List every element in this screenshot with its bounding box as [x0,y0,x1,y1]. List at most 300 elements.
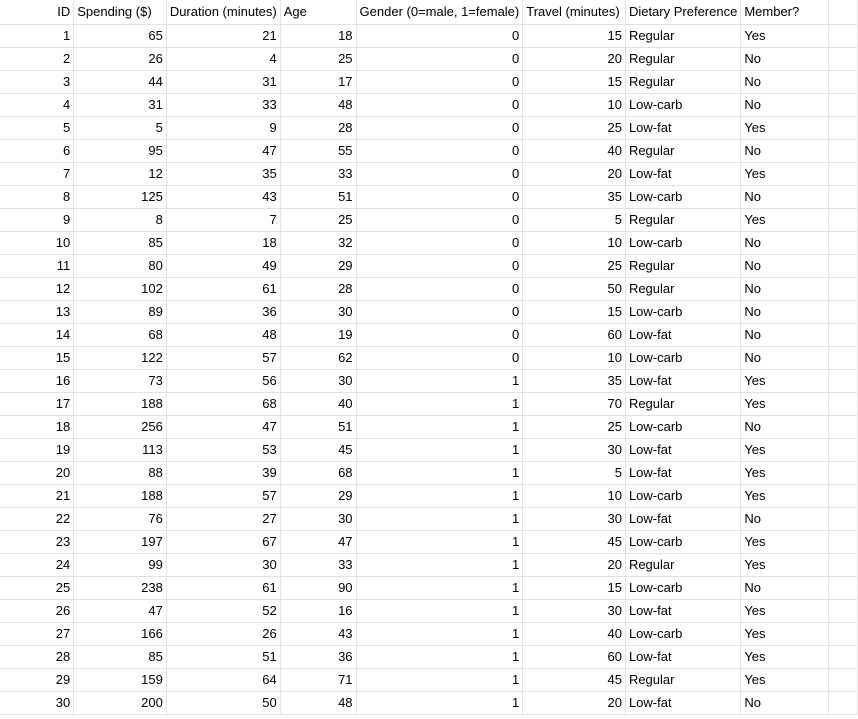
cell-duration[interactable]: 52 [166,600,280,623]
empty-cell[interactable] [828,94,857,117]
cell-travel[interactable]: 30 [523,439,626,462]
empty-cell[interactable] [828,163,857,186]
cell-spending[interactable]: 200 [74,692,167,715]
table-row [0,669,858,692]
cell-member[interactable]: No [741,232,828,255]
cell-id[interactable]: 14 [0,324,74,347]
empty-cell[interactable] [828,669,857,692]
cell-travel[interactable]: 15 [523,25,626,48]
cell-id[interactable]: 25 [0,577,74,600]
cell-age[interactable]: 32 [280,232,356,255]
cell-member[interactable]: Yes [741,117,828,140]
table-row [0,600,858,623]
cell-dietary-preference[interactable]: Low-fat [625,462,740,485]
cell-member[interactable]: No [741,48,828,71]
cell-travel[interactable]: 45 [523,531,626,554]
cell-duration[interactable]: 57 [166,347,280,370]
cell-dietary-preference[interactable]: Low-carb [625,623,740,646]
cell-member[interactable]: No [741,186,828,209]
cell-spending[interactable]: 80 [74,255,167,278]
cell-member[interactable]: No [741,324,828,347]
header-id[interactable]: ID [0,0,74,25]
cell-age[interactable]: 62 [280,347,356,370]
cell-gender[interactable]: 1 [356,577,523,600]
cell-spending[interactable]: 238 [74,577,167,600]
cell-dietary-preference[interactable]: Low-fat [625,646,740,669]
empty-cell[interactable] [828,439,857,462]
cell-spending[interactable]: 44 [74,71,167,94]
cell-travel[interactable]: 35 [523,186,626,209]
cell-travel[interactable]: 10 [523,232,626,255]
cell-age[interactable]: 17 [280,71,356,94]
empty-cell[interactable] [828,209,857,232]
cell-duration[interactable]: 7 [166,209,280,232]
cell-travel[interactable]: 45 [523,669,626,692]
cell-spending[interactable]: 76 [74,508,167,531]
cell-member[interactable]: No [741,508,828,531]
cell-travel[interactable]: 30 [523,508,626,531]
cell-gender[interactable]: 1 [356,508,523,531]
cell-duration[interactable]: 47 [166,140,280,163]
empty-cell[interactable] [828,71,857,94]
cell-spending[interactable]: 88 [74,462,167,485]
cell-member[interactable]: Yes [741,669,828,692]
cell-member[interactable]: Yes [741,623,828,646]
cell-gender[interactable]: 0 [356,347,523,370]
cell-gender[interactable]: 1 [356,370,523,393]
table-row [0,485,858,508]
cell-travel[interactable]: 20 [523,554,626,577]
cell-id[interactable]: 10 [0,232,74,255]
cell-spending[interactable]: 85 [74,232,167,255]
empty-cell[interactable] [828,232,857,255]
cell-duration[interactable]: 64 [166,669,280,692]
cell-gender[interactable]: 1 [356,646,523,669]
cell-id[interactable]: 5 [0,117,74,140]
cell-gender[interactable]: 0 [356,255,523,278]
cell-gender[interactable]: 0 [356,278,523,301]
cell-gender[interactable]: 0 [356,232,523,255]
empty-cell[interactable] [828,531,857,554]
cell-age[interactable]: 33 [280,163,356,186]
cell-spending[interactable]: 47 [74,600,167,623]
empty-cell[interactable] [828,278,857,301]
cell-travel[interactable]: 25 [523,117,626,140]
cell-member[interactable]: No [741,278,828,301]
cell-dietary-preference[interactable]: Low-carb [625,301,740,324]
table-row [0,163,858,186]
cell-travel[interactable]: 15 [523,71,626,94]
cell-dietary-preference[interactable]: Regular [625,209,740,232]
cell-age[interactable]: 47 [280,531,356,554]
empty-cell[interactable] [828,577,857,600]
cell-gender[interactable]: 1 [356,462,523,485]
cell-duration[interactable]: 31 [166,71,280,94]
cell-dietary-preference[interactable]: Low-fat [625,692,740,715]
table-row [0,646,858,669]
cell-spending[interactable]: 26 [74,48,167,71]
cell-id[interactable]: 7 [0,163,74,186]
table-row [0,232,858,255]
cell-duration[interactable]: 61 [166,278,280,301]
cell-age[interactable]: 28 [280,278,356,301]
header-travel[interactable]: Travel (minutes) [523,0,626,25]
cell-duration[interactable]: 68 [166,393,280,416]
cell-age[interactable]: 51 [280,416,356,439]
cell-age[interactable]: 48 [280,692,356,715]
cell-dietary-preference[interactable]: Regular [625,278,740,301]
cell-travel[interactable]: 30 [523,600,626,623]
cell-id[interactable]: 11 [0,255,74,278]
cell-travel[interactable]: 25 [523,416,626,439]
empty-cell[interactable] [828,0,857,25]
table-row [0,186,858,209]
empty-cell[interactable] [828,692,857,715]
cell-age[interactable]: 30 [280,508,356,531]
table-row [0,439,858,462]
cell-travel[interactable]: 20 [523,48,626,71]
cell-member[interactable]: Yes [741,554,828,577]
cell-gender[interactable]: 1 [356,439,523,462]
cell-travel[interactable]: 50 [523,278,626,301]
cell-travel[interactable]: 10 [523,347,626,370]
cell-duration[interactable]: 30 [166,554,280,577]
cell-dietary-preference[interactable]: Low-carb [625,531,740,554]
cell-dietary-preference[interactable]: Regular [625,25,740,48]
cell-duration[interactable]: 48 [166,324,280,347]
table-row [0,117,858,140]
cell-travel[interactable]: 5 [523,462,626,485]
cell-dietary-preference[interactable]: Low-carb [625,232,740,255]
cell-spending[interactable]: 65 [74,25,167,48]
cell-duration[interactable]: 57 [166,485,280,508]
cell-duration[interactable]: 47 [166,416,280,439]
cell-duration[interactable]: 9 [166,117,280,140]
cell-travel[interactable]: 40 [523,140,626,163]
cell-travel[interactable]: 60 [523,646,626,669]
cell-dietary-preference[interactable]: Low-carb [625,416,740,439]
table-row [0,25,858,48]
cell-member[interactable]: No [741,347,828,370]
cell-member[interactable]: Yes [741,600,828,623]
empty-cell[interactable] [828,25,857,48]
header-spending[interactable]: Spending ($) [74,0,167,25]
header-dietary-preference[interactable]: Dietary Preference [625,0,740,25]
cell-id[interactable]: 12 [0,278,74,301]
cell-duration[interactable]: 39 [166,462,280,485]
empty-cell[interactable] [828,554,857,577]
cell-dietary-preference[interactable]: Low-fat [625,370,740,393]
table-row [0,255,858,278]
cell-spending[interactable]: 31 [74,94,167,117]
cell-id[interactable]: 30 [0,692,74,715]
cell-travel[interactable]: 60 [523,324,626,347]
cell-member[interactable]: No [741,140,828,163]
empty-cell[interactable] [828,117,857,140]
cell-dietary-preference[interactable]: Regular [625,554,740,577]
table-row [0,209,858,232]
table-row [0,531,858,554]
cell-id[interactable]: 8 [0,186,74,209]
cell-dietary-preference[interactable]: Low-carb [625,186,740,209]
cell-member[interactable]: No [741,577,828,600]
cell-age[interactable]: 55 [280,140,356,163]
cell-age[interactable]: 33 [280,554,356,577]
empty-cell[interactable] [828,623,857,646]
cell-gender[interactable]: 1 [356,692,523,715]
cell-age[interactable]: 36 [280,646,356,669]
cell-duration[interactable]: 43 [166,186,280,209]
cell-spending[interactable]: 122 [74,347,167,370]
cell-gender[interactable]: 1 [356,623,523,646]
cell-duration[interactable]: 50 [166,692,280,715]
table-row [0,347,858,370]
cell-age[interactable]: 16 [280,600,356,623]
cell-dietary-preference[interactable]: Low-carb [625,485,740,508]
cell-travel[interactable]: 10 [523,94,626,117]
cell-duration[interactable]: 26 [166,623,280,646]
cell-member[interactable]: No [741,255,828,278]
cell-dietary-preference[interactable]: Low-fat [625,163,740,186]
cell-travel[interactable]: 40 [523,623,626,646]
cell-member[interactable]: Yes [741,485,828,508]
empty-cell[interactable] [828,347,857,370]
cell-age[interactable]: 90 [280,577,356,600]
cell-age[interactable]: 51 [280,186,356,209]
cell-travel[interactable]: 70 [523,393,626,416]
cell-gender[interactable]: 0 [356,140,523,163]
table-row [0,623,858,646]
empty-cell[interactable] [828,48,857,71]
cell-duration[interactable]: 51 [166,646,280,669]
cell-gender[interactable]: 0 [356,163,523,186]
cell-gender[interactable]: 1 [356,669,523,692]
cell-member[interactable]: Yes [741,646,828,669]
cell-gender[interactable]: 0 [356,94,523,117]
cell-dietary-preference[interactable]: Regular [625,140,740,163]
cell-member[interactable]: Yes [741,462,828,485]
cell-dietary-preference[interactable]: Low-fat [625,508,740,531]
cell-dietary-preference[interactable]: Regular [625,393,740,416]
empty-cell[interactable] [828,462,857,485]
cell-gender[interactable]: 0 [356,71,523,94]
empty-cell[interactable] [828,140,857,163]
cell-member[interactable]: No [741,416,828,439]
cell-spending[interactable]: 166 [74,623,167,646]
cell-spending[interactable]: 99 [74,554,167,577]
cell-spending[interactable]: 73 [74,370,167,393]
cell-id[interactable]: 26 [0,600,74,623]
cell-gender[interactable]: 1 [356,554,523,577]
table-row [0,370,858,393]
cell-duration[interactable]: 4 [166,48,280,71]
cell-spending[interactable]: 8 [74,209,167,232]
cell-member[interactable]: No [741,94,828,117]
cell-id[interactable]: 4 [0,94,74,117]
empty-cell[interactable] [828,416,857,439]
cell-spending[interactable]: 159 [74,669,167,692]
cell-dietary-preference[interactable]: Low-fat [625,439,740,462]
cell-gender[interactable]: 0 [356,301,523,324]
cell-age[interactable]: 40 [280,393,356,416]
cell-spending[interactable]: 85 [74,646,167,669]
cell-gender[interactable]: 0 [356,48,523,71]
cell-duration[interactable]: 27 [166,508,280,531]
cell-id[interactable]: 24 [0,554,74,577]
empty-cell[interactable] [828,370,857,393]
empty-cell[interactable] [828,393,857,416]
cell-gender[interactable]: 1 [356,416,523,439]
empty-cell[interactable] [828,646,857,669]
cell-duration[interactable]: 67 [166,531,280,554]
cell-age[interactable]: 30 [280,301,356,324]
cell-age[interactable]: 25 [280,48,356,71]
cell-dietary-preference[interactable]: Low-carb [625,577,740,600]
cell-gender[interactable]: 0 [356,25,523,48]
cell-dietary-preference[interactable]: Low-fat [625,324,740,347]
cell-age[interactable]: 71 [280,669,356,692]
cell-duration[interactable]: 53 [166,439,280,462]
empty-cell[interactable] [828,485,857,508]
cell-travel[interactable]: 15 [523,301,626,324]
cell-id[interactable]: 28 [0,646,74,669]
cell-age[interactable]: 43 [280,623,356,646]
cell-duration[interactable]: 56 [166,370,280,393]
cell-id[interactable]: 15 [0,347,74,370]
table-row [0,48,858,71]
cell-dietary-preference[interactable]: Low-fat [625,600,740,623]
cell-age[interactable]: 48 [280,94,356,117]
cell-gender[interactable]: 0 [356,324,523,347]
header-duration[interactable]: Duration (minutes) [166,0,280,25]
cell-id[interactable]: 23 [0,531,74,554]
cell-age[interactable]: 45 [280,439,356,462]
cell-id[interactable]: 3 [0,71,74,94]
cell-id[interactable]: 29 [0,669,74,692]
cell-spending[interactable]: 256 [74,416,167,439]
cell-age[interactable]: 19 [280,324,356,347]
cell-id[interactable]: 18 [0,416,74,439]
cell-duration[interactable]: 35 [166,163,280,186]
empty-cell[interactable] [828,600,857,623]
cell-duration[interactable]: 61 [166,577,280,600]
cell-age[interactable]: 68 [280,462,356,485]
cell-travel[interactable]: 10 [523,485,626,508]
cell-travel[interactable]: 35 [523,370,626,393]
cell-member[interactable]: Yes [741,393,828,416]
cell-age[interactable]: 30 [280,370,356,393]
cell-spending[interactable]: 188 [74,393,167,416]
cell-member[interactable]: Yes [741,439,828,462]
cell-gender[interactable]: 1 [356,600,523,623]
cell-id[interactable]: 16 [0,370,74,393]
cell-travel[interactable]: 20 [523,163,626,186]
cell-spending[interactable]: 188 [74,485,167,508]
header-age[interactable]: Age [280,0,356,25]
cell-spending[interactable]: 125 [74,186,167,209]
cell-id[interactable]: 1 [0,25,74,48]
cell-member[interactable]: No [741,71,828,94]
cell-spending[interactable]: 102 [74,278,167,301]
cell-id[interactable]: 6 [0,140,74,163]
cell-travel[interactable]: 25 [523,255,626,278]
cell-member[interactable]: Yes [741,25,828,48]
table-row [0,416,858,439]
cell-id[interactable]: 9 [0,209,74,232]
cell-age[interactable]: 29 [280,255,356,278]
cell-travel[interactable]: 5 [523,209,626,232]
cell-dietary-preference[interactable]: Regular [625,255,740,278]
cell-spending[interactable]: 113 [74,439,167,462]
cell-travel[interactable]: 20 [523,692,626,715]
cell-gender[interactable]: 0 [356,209,523,232]
cell-id[interactable]: 19 [0,439,74,462]
empty-cell[interactable] [828,255,857,278]
cell-member[interactable]: Yes [741,370,828,393]
cell-travel[interactable]: 15 [523,577,626,600]
empty-cell[interactable] [828,186,857,209]
cell-spending[interactable]: 5 [74,117,167,140]
cell-member[interactable]: Yes [741,163,828,186]
cell-dietary-preference[interactable]: Low-carb [625,94,740,117]
cell-member[interactable]: Yes [741,209,828,232]
cell-id[interactable]: 22 [0,508,74,531]
cell-id[interactable]: 27 [0,623,74,646]
cell-gender[interactable]: 1 [356,393,523,416]
cell-spending[interactable]: 12 [74,163,167,186]
cell-dietary-preference[interactable]: Low-carb [625,347,740,370]
cell-dietary-preference[interactable]: Regular [625,669,740,692]
cell-gender[interactable]: 1 [356,531,523,554]
empty-cell[interactable] [828,301,857,324]
cell-age[interactable]: 29 [280,485,356,508]
cell-duration[interactable]: 33 [166,94,280,117]
table-row [0,278,858,301]
empty-cell[interactable] [828,324,857,347]
header-member[interactable]: Member? [741,0,828,25]
cell-dietary-preference[interactable]: Low-fat [625,117,740,140]
cell-duration[interactable]: 36 [166,301,280,324]
cell-duration[interactable]: 21 [166,25,280,48]
cell-duration[interactable]: 49 [166,255,280,278]
cell-id[interactable]: 20 [0,462,74,485]
cell-member[interactable]: Yes [741,531,828,554]
cell-spending[interactable]: 68 [74,324,167,347]
cell-member[interactable]: No [741,301,828,324]
cell-id[interactable]: 17 [0,393,74,416]
cell-gender[interactable]: 0 [356,186,523,209]
cell-gender[interactable]: 1 [356,485,523,508]
table-row [0,554,858,577]
cell-dietary-preference[interactable]: Regular [625,48,740,71]
empty-cell[interactable] [828,508,857,531]
cell-duration[interactable]: 18 [166,232,280,255]
cell-dietary-preference[interactable]: Regular [625,71,740,94]
cell-spending[interactable]: 95 [74,140,167,163]
cell-spending[interactable]: 89 [74,301,167,324]
table-row [0,692,858,715]
cell-member[interactable]: No [741,692,828,715]
header-gender[interactable]: Gender (0=male, 1=female) [356,0,523,25]
cell-age[interactable]: 18 [280,25,356,48]
cell-id[interactable]: 2 [0,48,74,71]
cell-id[interactable]: 13 [0,301,74,324]
cell-spending[interactable]: 197 [74,531,167,554]
cell-gender[interactable]: 0 [356,117,523,140]
cell-id[interactable]: 21 [0,485,74,508]
cell-age[interactable]: 25 [280,209,356,232]
cell-age[interactable]: 28 [280,117,356,140]
